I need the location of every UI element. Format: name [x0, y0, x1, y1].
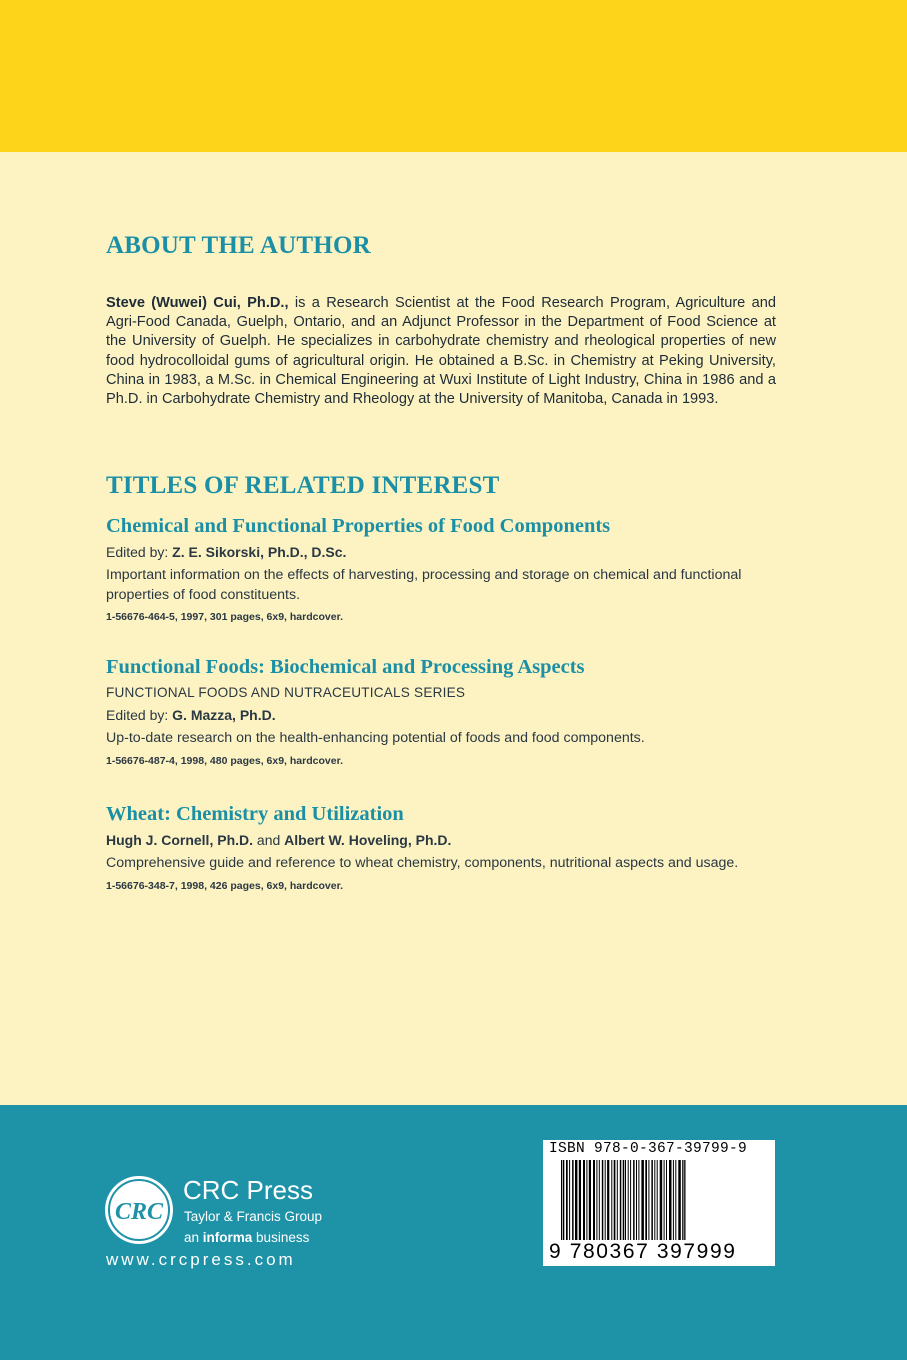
barcode-bar [611, 1160, 612, 1240]
barcode-bar [593, 1160, 595, 1240]
related-book [106, 802, 796, 893]
business-prefix: an [184, 1230, 203, 1245]
book-meta: 1-56676-464-5, 1997, 301 pages, 6x9, hardcover. [106, 611, 343, 623]
author-name: Hugh J. Cornell, Ph.D. [106, 832, 254, 848]
business-suffix: business [252, 1230, 310, 1245]
barcode-bar [617, 1160, 618, 1240]
book-description: Important information on the effects of harvesting, processing and storage on chemical and functional properties of food constituents. [106, 567, 742, 603]
book-description: Up-to-date research on the health-enhancing potential of foods and food components. [106, 730, 645, 746]
barcode-guard-bar [561, 1160, 562, 1248]
barcode-bar [657, 1160, 658, 1240]
related-book [106, 514, 796, 624]
editor-label: Edited by: [106, 707, 173, 723]
logo-text: CRC [114, 1199, 164, 1225]
barcode-bar [614, 1160, 616, 1240]
related-titles-heading: TITLES OF RELATED INTEREST [106, 472, 500, 499]
barcode-bar [636, 1160, 637, 1240]
author-join: and [253, 832, 285, 848]
barcode-bar [599, 1160, 600, 1240]
book-meta: 1-56676-487-4, 1998, 480 pages, 6x9, hardcover. [106, 754, 343, 767]
barcode-bar [630, 1160, 631, 1240]
publisher-business [184, 1229, 309, 1246]
isbn-barcode [543, 1140, 775, 1266]
barcode-bar [666, 1160, 667, 1240]
barcode-bar [596, 1160, 597, 1240]
barcode-bar [641, 1160, 644, 1240]
barcode-bar [589, 1160, 591, 1240]
book-series: FUNCTIONAL FOODS AND NUTRACEUTICALS SERIES [106, 685, 466, 700]
barcode-bar [645, 1160, 647, 1240]
barcode-bar [586, 1160, 587, 1240]
publisher-name: CRC Press [183, 1175, 314, 1205]
barcode-bar [575, 1160, 577, 1240]
barcode-guard-bar [623, 1160, 624, 1248]
barcode-bar [678, 1160, 681, 1240]
barcode-bar [569, 1160, 570, 1240]
book-editor [106, 706, 796, 725]
barcode-bar [648, 1160, 649, 1240]
barcode-digits: 9 780367 397999 [549, 1240, 737, 1263]
editor-name: G. Mazza, Ph.D. [172, 707, 276, 723]
barcode-bar [654, 1160, 655, 1240]
publisher-url[interactable]: www.crcpress.com [106, 1250, 296, 1269]
top-color-band [0, 0, 907, 152]
barcode-bar [675, 1160, 676, 1240]
barcode-guard-bar [684, 1160, 685, 1248]
author-name: Steve (Wuwei) Cui, Ph.D., [106, 295, 289, 311]
book-authors [106, 831, 796, 850]
author-name: Albert W. Hoveling, Ph.D. [284, 832, 452, 848]
barcode-bar [669, 1160, 672, 1240]
book-title: Functional Foods: Biochemical and Processing Aspects [106, 656, 585, 678]
barcode-guard-bar [625, 1160, 626, 1248]
author-bio [106, 294, 776, 409]
barcode-bar [620, 1160, 622, 1240]
publisher-group: Taylor & Francis Group [184, 1209, 323, 1224]
book-description: Comprehensive guide and reference to wheat chemistry, components, nutritional aspects and usage. [106, 855, 739, 871]
editor-name: Z. E. Sikorski, Ph.D., D.Sc. [172, 544, 347, 560]
book-editor [106, 543, 796, 562]
related-book [106, 655, 796, 768]
barcode-guard-bar [563, 1160, 564, 1248]
book-meta: 1-56676-348-7, 1998, 426 pages, 6x9, hardcover. [106, 879, 343, 892]
barcode-bar [602, 1160, 604, 1240]
crc-logo-icon [104, 1175, 174, 1245]
barcode-bar [664, 1160, 665, 1240]
barcode-guard-bar [682, 1160, 683, 1248]
book-title: Chemical and Functional Properties of Food Components [106, 515, 611, 537]
barcode-bar [607, 1160, 609, 1240]
barcode-bar [566, 1160, 568, 1240]
barcode-bar [628, 1160, 629, 1240]
barcode-bar [633, 1160, 635, 1240]
barcode-bar [605, 1160, 606, 1240]
barcode-bar [572, 1160, 574, 1240]
book-title: Wheat: Chemistry and Utilization [106, 803, 404, 825]
barcode-bar [638, 1160, 639, 1240]
about-author-heading: ABOUT THE AUTHOR [106, 232, 371, 259]
isbn-label: ISBN 978-0-367-39799-9 [549, 1141, 748, 1157]
barcode-bar [673, 1160, 674, 1240]
barcode-bar [583, 1160, 585, 1240]
barcode-bar [579, 1160, 581, 1240]
barcode-bar [651, 1160, 653, 1240]
editor-label: Edited by: [106, 544, 173, 560]
author-bio-text: is a Research Scientist at the Food Research Program, Agriculture and Agri-Food Canada, Guelph, Ontario, and an Adjunct Professor in the Department of Food Science at the University of Guelph. He specializes in carbohydrate chemistry and rheological properties of new food hydrocolloidal gums of agricultural origin. He obtained a B.Sc. in Chemistry at Peking University, China in 1983, a M.Sc. in Chemical Engineering at Wuxi Institute of Light Industry, China in 1986 and a Ph.D. in Carbohydrate Chemistry and Rheology at the University of Manitoba, Canada in 1993. [106, 295, 776, 408]
business-brand: informa [202, 1230, 253, 1245]
barcode-bar [660, 1160, 663, 1240]
